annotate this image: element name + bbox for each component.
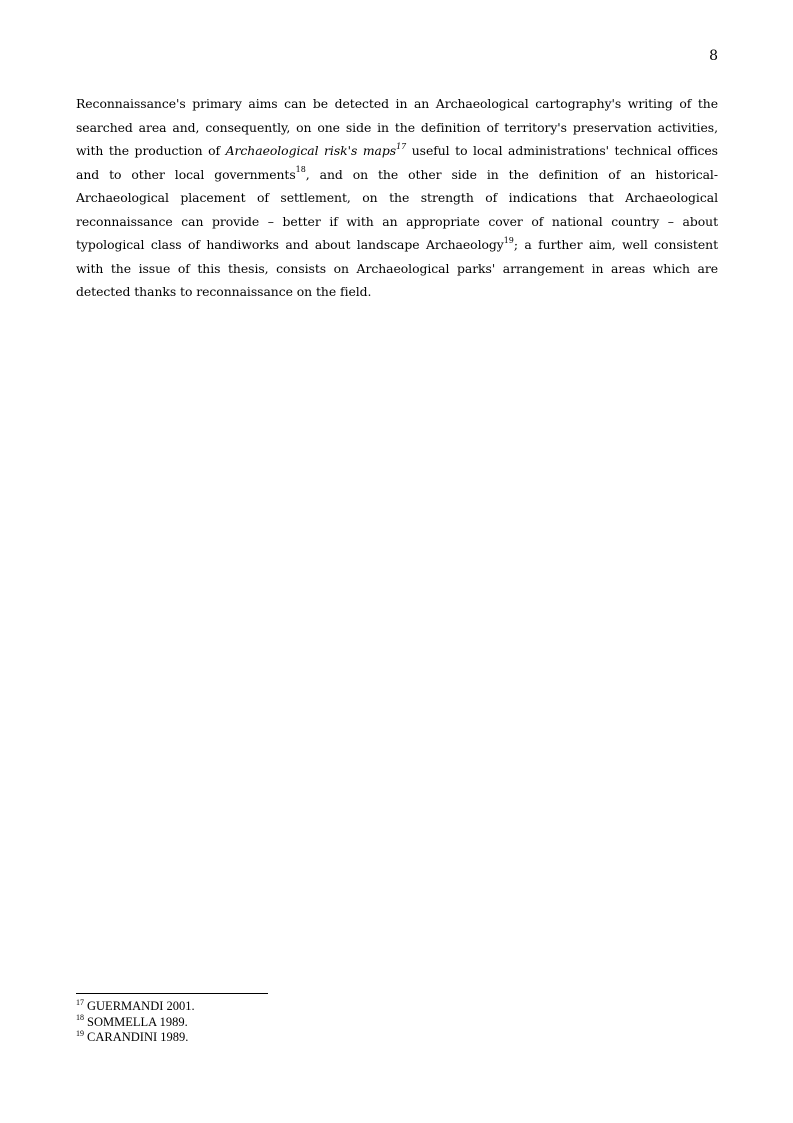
page-number: 8 — [709, 48, 718, 64]
body-text-segment: , and on the other side in the definition of an historical-Archaeological placement of settlement, on the strength of indications that Archaeological reconnaissance can provide – better if with an appropriate cover of national country – about typological class of handiworks and about landscape Archaeology — [76, 166, 718, 252]
footnote-ref-18: 18 — [295, 165, 306, 175]
body-text-segment: Reconnaissance's primary aims can be detected in an Archaeological cartography's writing of the searched area and, consequently, on one side in the definition of territory's preservation activities, with the production of — [76, 96, 718, 158]
footnote-text: SOMMELLA 1989. — [87, 1014, 188, 1029]
footnotes — [76, 999, 718, 1046]
footnote-text: GUERMANDI 2001. — [87, 999, 195, 1013]
italic-term-text: Archaeological risk's maps — [225, 143, 397, 158]
footnote-item — [76, 999, 718, 1015]
footnote-number: 17 — [76, 997, 84, 1007]
italic-term — [226, 143, 407, 158]
body-text-segment: ; a further aim, well consistent with the issue of this thesis, consists on Archaeological parks' arrangement in areas which are detected thanks to reconnaissance on the field. — [76, 237, 718, 299]
footnote-separator — [76, 993, 268, 994]
footnote-ref-17: 17 — [396, 141, 407, 151]
footnote-item — [76, 1015, 718, 1031]
footnote-ref-19: 19 — [503, 235, 514, 245]
footnote-number: 18 — [76, 1013, 84, 1023]
footnote-number: 19 — [76, 1028, 84, 1038]
body-paragraph — [76, 92, 718, 304]
body-text-segment: useful to local administrations' technical offices and to other local governments — [76, 143, 718, 182]
footnote-item — [76, 1030, 718, 1046]
footnote-text: CARANDINI 1989. — [87, 1030, 189, 1044]
